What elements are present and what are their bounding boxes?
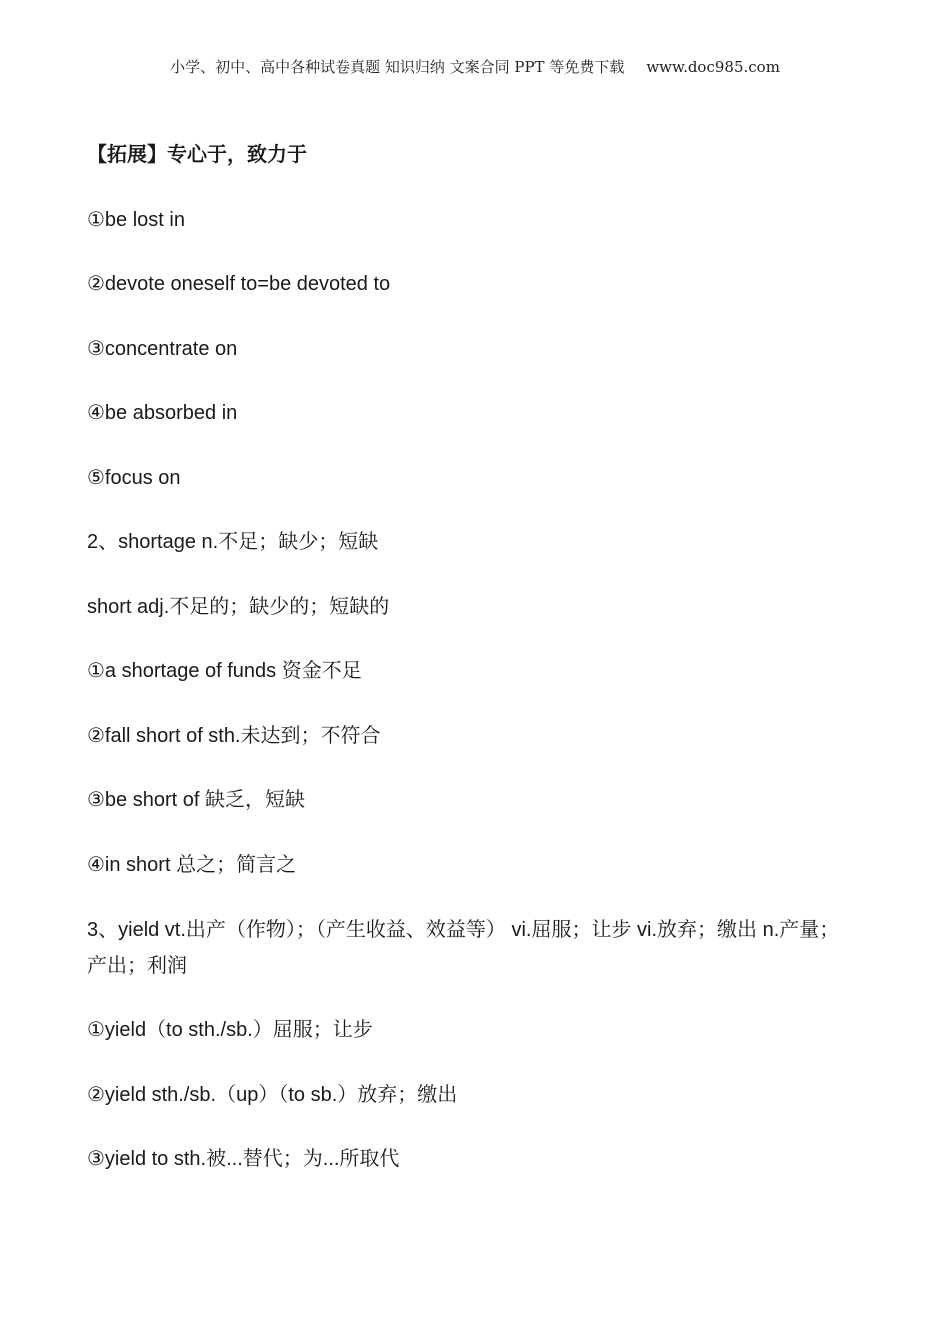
phrase-item: ③be short of 缺乏，短缺: [87, 789, 305, 811]
phrase-item: ①be lost in: [87, 209, 185, 231]
phrase-item: ④in short 总之；简言之: [87, 854, 297, 876]
phrase-item: ①yield（to sth./sb.）屈服；让步: [87, 1019, 373, 1041]
phrase-item: ②devote oneself to=be devoted to: [87, 273, 391, 295]
vocab-entry: 2、shortage n.不足；缺少；短缺: [87, 531, 379, 553]
phrase-item: ④be absorbed in: [87, 402, 238, 424]
phrase-item: ③yield to sth.被...替代；为...所取代: [87, 1148, 400, 1170]
header-site-url[interactable]: www.doc985.com: [646, 58, 780, 76]
phrase-item: ②yield sth./sb.（up）（to sb.）放弃；缴出: [87, 1084, 458, 1106]
phrase-item: ①a shortage of funds 资金不足: [87, 660, 362, 682]
phrase-item: ②fall short of sth.未达到；不符合: [87, 725, 381, 747]
phrase-item: ③concentrate on: [87, 338, 238, 360]
phrase-item: ⑤focus on: [87, 467, 181, 489]
page-header: [0, 56, 950, 77]
vocab-entry: 3、yield vt.出产（作物）；（产生收益、效益等） vi.屈服；让步 vi.放弃；缴出 n.产量；产出；利润: [87, 919, 840, 977]
header-text: 小学、初中、高中各种试卷真题 知识归纳 文案合同 PPT 等免费下载: [170, 58, 625, 76]
section-heading: 【拓展】专心于，致力于: [87, 144, 307, 166]
vocab-entry: short adj.不足的；缺少的；短缺的: [87, 596, 390, 618]
